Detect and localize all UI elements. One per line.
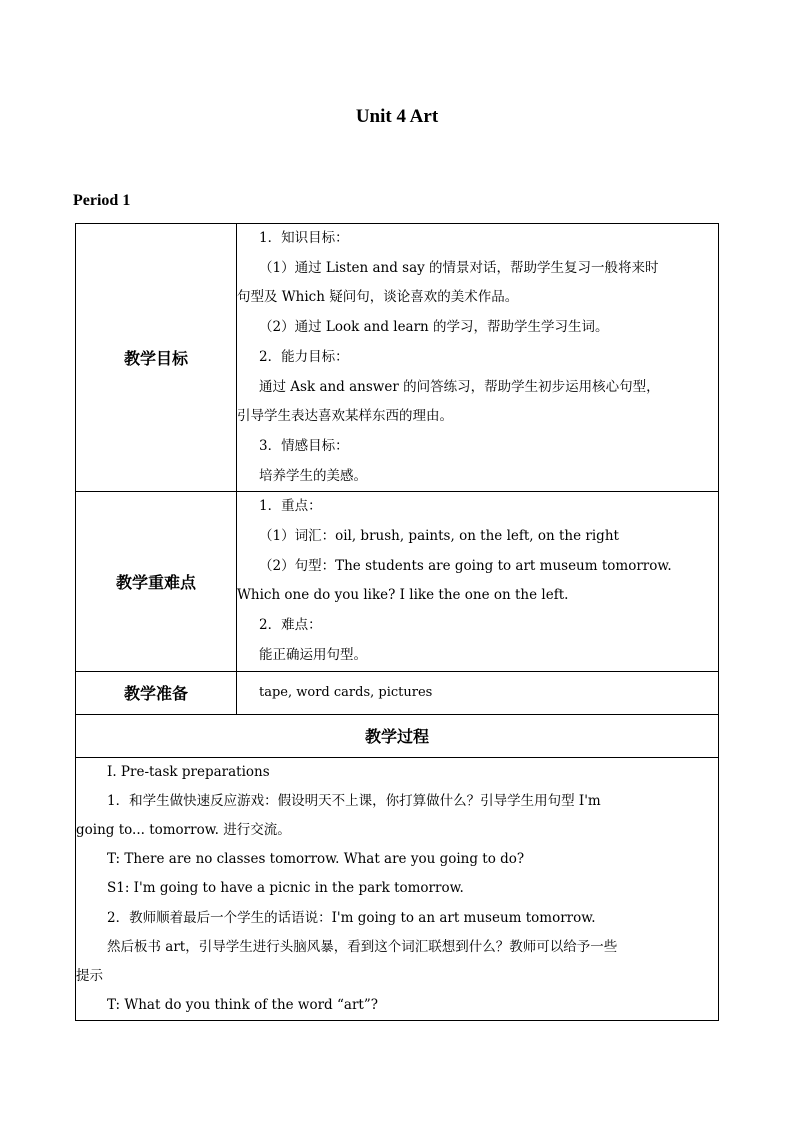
key-point-line: （2）句型：The students are going to art museum tomorrow. (259, 557, 672, 574)
process-header-row (76, 714, 719, 757)
preparation-value: tape, word cards, pictures (259, 684, 433, 700)
document-title: Unit 4 Art (355, 106, 439, 127)
preparation-label: 教学准备 (76, 671, 237, 714)
process-line: S1: I'm going to have a picnic in the park tomorrow. (107, 880, 464, 897)
process-content (76, 757, 719, 1021)
key-point-line: Which one do you like? I like the one on the left. (237, 587, 569, 604)
process-line: 然后板书 art，引导学生进行头脑风暴，看到这个词汇联想到什么？教师可以给予一些 (107, 938, 618, 955)
process-line: 1．和学生做快速反应游戏：假设明天不上课，你打算做什么？引导学生用句型 I'm (107, 792, 601, 809)
key-points-row (76, 492, 719, 671)
objective-line: 通过 Ask and answer 的问答练习，帮助学生初步运用核心句型， (259, 378, 660, 395)
key-point-line: 1．重点： (259, 498, 322, 515)
period-heading: Period 1 (73, 192, 131, 209)
objective-line: 引导学生表达喜欢某样东西的理由。 (237, 408, 453, 425)
objective-line: 1．知识目标： (259, 230, 349, 246)
process-line: 2．教师顺着最后一个学生的话语说：I'm going to an art museum tomorrow. (107, 909, 596, 926)
key-point-line: 能正确运用句型。 (259, 646, 367, 663)
preparation-content (237, 671, 719, 714)
objective-line: （1）通过 Listen and say 的情景对话，帮助学生复习一般将来时 (259, 259, 659, 276)
objectives-row (76, 224, 719, 492)
key-points-content (237, 492, 719, 671)
preparation-row (76, 671, 719, 714)
process-line: T: There are no classes tomorrow. What are you going to do? (107, 851, 525, 868)
objective-line: 3．情感目标： (259, 437, 349, 454)
lesson-plan-table (75, 223, 719, 1021)
objective-line: 2．能力目标： (259, 348, 349, 365)
objective-line: 培养学生的美感。 (259, 467, 367, 484)
process-line: 提示 (76, 967, 103, 984)
objective-line: （2）通过 Look and learn 的学习，帮助学生学习生词。 (259, 319, 609, 336)
process-line: going to... tomorrow. 进行交流。 (76, 821, 291, 838)
key-point-line: 2．难点： (259, 617, 322, 634)
objectives-content (237, 224, 719, 492)
key-points-label: 教学重难点 (76, 492, 237, 671)
objective-line: 句型及 Which 疑问句，谈论喜欢的美术作品。 (237, 289, 519, 306)
process-line: T: What do you think of the word “art”? (107, 997, 378, 1014)
key-point-line: （1）词汇：oil, brush, paints, on the left, on the right (259, 528, 619, 545)
process-heading: 教学过程 (76, 714, 719, 757)
process-line: I. Pre-task preparations (107, 763, 270, 780)
process-row (76, 757, 719, 1021)
objectives-label: 教学目标 (76, 224, 237, 492)
